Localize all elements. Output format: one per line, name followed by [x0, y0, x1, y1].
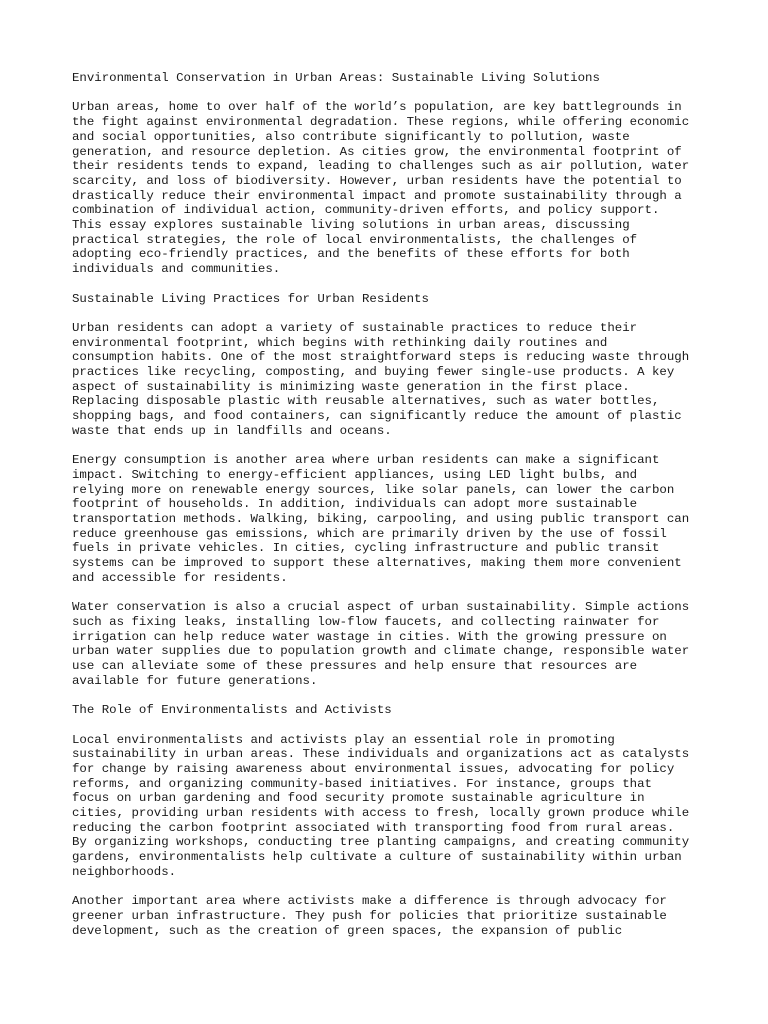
intro-paragraph: Urban areas, home to over half of the world’s population, are key battlegrounds in the fight against environmental degradation. These regions, while offering economic and social opportunities, also contribute significantly to pollution, waste generation, and resource depletion. As cities grow, the environmental footprint of their residents tends to expand, leading to challenges such as air pollution, water scarcity, and loss of biodiversity. However, urban residents have the potential to drastically reduce their environmental impact and promote sustainability through a combination of individual action, community-driven efforts, and policy support. This essay explores sustainable living solutions in urban areas, discussing practical strategies, the role of local environmentalists, the challenges of adopting eco-friendly practices, and the benefits of these efforts for both individuals and communities.: [72, 100, 690, 277]
paragraph-waste-reduction: Urban residents can adopt a variety of sustainable practices to reduce their environmental footprint, which begins with rethinking daily routines and consumption habits. One of the most straightforward steps is reducing waste through practices like recycling, composting, and buying fewer single-use products. A key aspect of sustainability is minimizing waste generation in the first place. Replacing disposable plastic with reusable alternatives, such as water bottles, shopping bags, and food containers, can significantly reduce the amount of plastic waste that ends up in landfills and oceans.: [72, 320, 690, 438]
document-title: Environmental Conservation in Urban Areas: Sustainable Living Solutions: [72, 71, 600, 85]
section-heading-sustainable-living: Sustainable Living Practices for Urban Residents: [72, 291, 429, 306]
section-heading-environmentalists: The Role of Environmentalists and Activists: [72, 703, 392, 718]
document-page: [72, 71, 712, 953]
paragraph-green-infrastructure: Another important area where activists make a difference is through advocacy for greener urban infrastructure. They push for policies that prioritize sustainable development, such as the creation of green spaces, the expansion of public: [72, 894, 667, 938]
paragraph-water-conservation: Water conservation is also a crucial aspect of urban sustainability. Simple actions such as fixing leaks, installing low-flow faucets, and collecting rainwater for irrigation can help reduce water wastage in cities. With the growing pressure on urban water supplies due to population growth and climate change, responsible water use can alleviate some of these pressures and help ensure that resources are available for future generations.: [72, 600, 690, 688]
paragraph-local-environmentalists: Local environmentalists and activists play an essential role in promoting sustainability in urban areas. These individuals and organizations act as catalysts for change by raising awareness about environmental issues, advocating for policy reforms, and organizing community-based initiatives. For instance, groups that focus on urban gardening and food security promote sustainable agriculture in cities, providing urban residents with access to fresh, locally grown produce while reducing the carbon footprint associated with transporting food from rural areas. By organizing workshops, conducting tree planting campaigns, and creating community gardens, environmentalists help cultivate a culture of sustainability within urban neighborhoods.: [72, 732, 690, 879]
paragraph-energy-consumption: Energy consumption is another area where urban residents can make a significant impact. Switching to energy-efficient appliances, using LED light bulbs, and relying more on renewable energy sources, like solar panels, can lower the carbon footprint of households. In addition, individuals can adopt more sustainable transportation methods. Walking, biking, carpooling, and using public transport can reduce greenhouse gas emissions, which are primarily driven by the use of fossil fuels in private vehicles. In cities, cycling infrastructure and public transit systems can be improved to support these alternatives, making them more convenient and accessible for residents.: [72, 453, 690, 585]
